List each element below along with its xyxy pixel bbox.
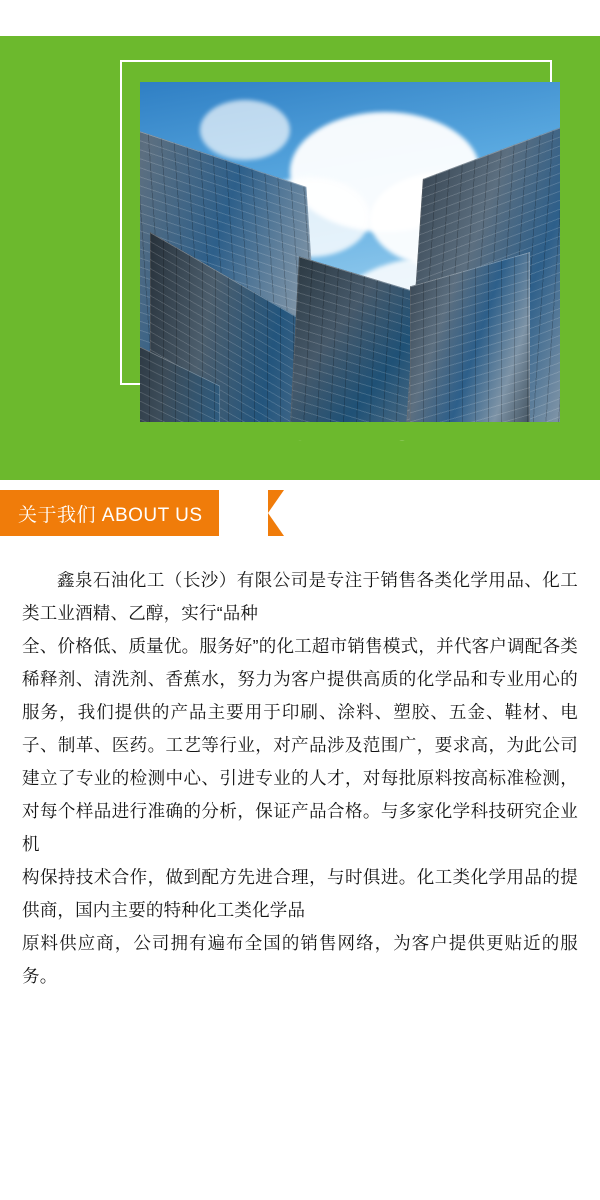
body-paragraph: 鑫泉石油化工（长沙）有限公司是专注于销售各类化学用品、化工类工业酒精、乙醇，实行“品种 <box>22 570 578 623</box>
ribbon-notch <box>268 490 284 536</box>
about-us-body <box>0 550 600 993</box>
about-us-ribbon-label: 关于我们 ABOUT US <box>0 490 219 536</box>
body-paragraph: 全、价格低、质量优。服务好”的化工超市销售模式，并代客户调配各类稀释剂、清洗剂、香蕉水，努力为客户提供高质的化学品和专业用心的服务，我们提供的产品主要用于印刷、涂料、塑胶、五金、鞋材、电子、制革、医药。工艺等行业，对产品涉及范围广，要求高，为此公司建立了专业的检测中心、引进专业的人才，对每批原料按高标准检测，对每个样品进行准确的分析，保证产品合格。与多家化学科技研究企业机 <box>22 636 578 854</box>
cloud-shape <box>200 100 290 160</box>
hero-banner <box>0 0 600 480</box>
skyscrapers-upward-view-photo <box>140 82 560 422</box>
hero-top-texture <box>0 0 600 36</box>
hero-bottom-texture <box>0 440 600 480</box>
section-heading <box>0 480 600 550</box>
body-paragraph: 原料供应商，公司拥有遍布全国的销售网络，为客户提供更贴近的服务。 <box>22 933 578 986</box>
body-paragraph: 构保持技术合作，做到配方先进合理，与时俱进。化工类化学用品的提供商，国内主要的特种化工类化学品 <box>22 867 578 920</box>
